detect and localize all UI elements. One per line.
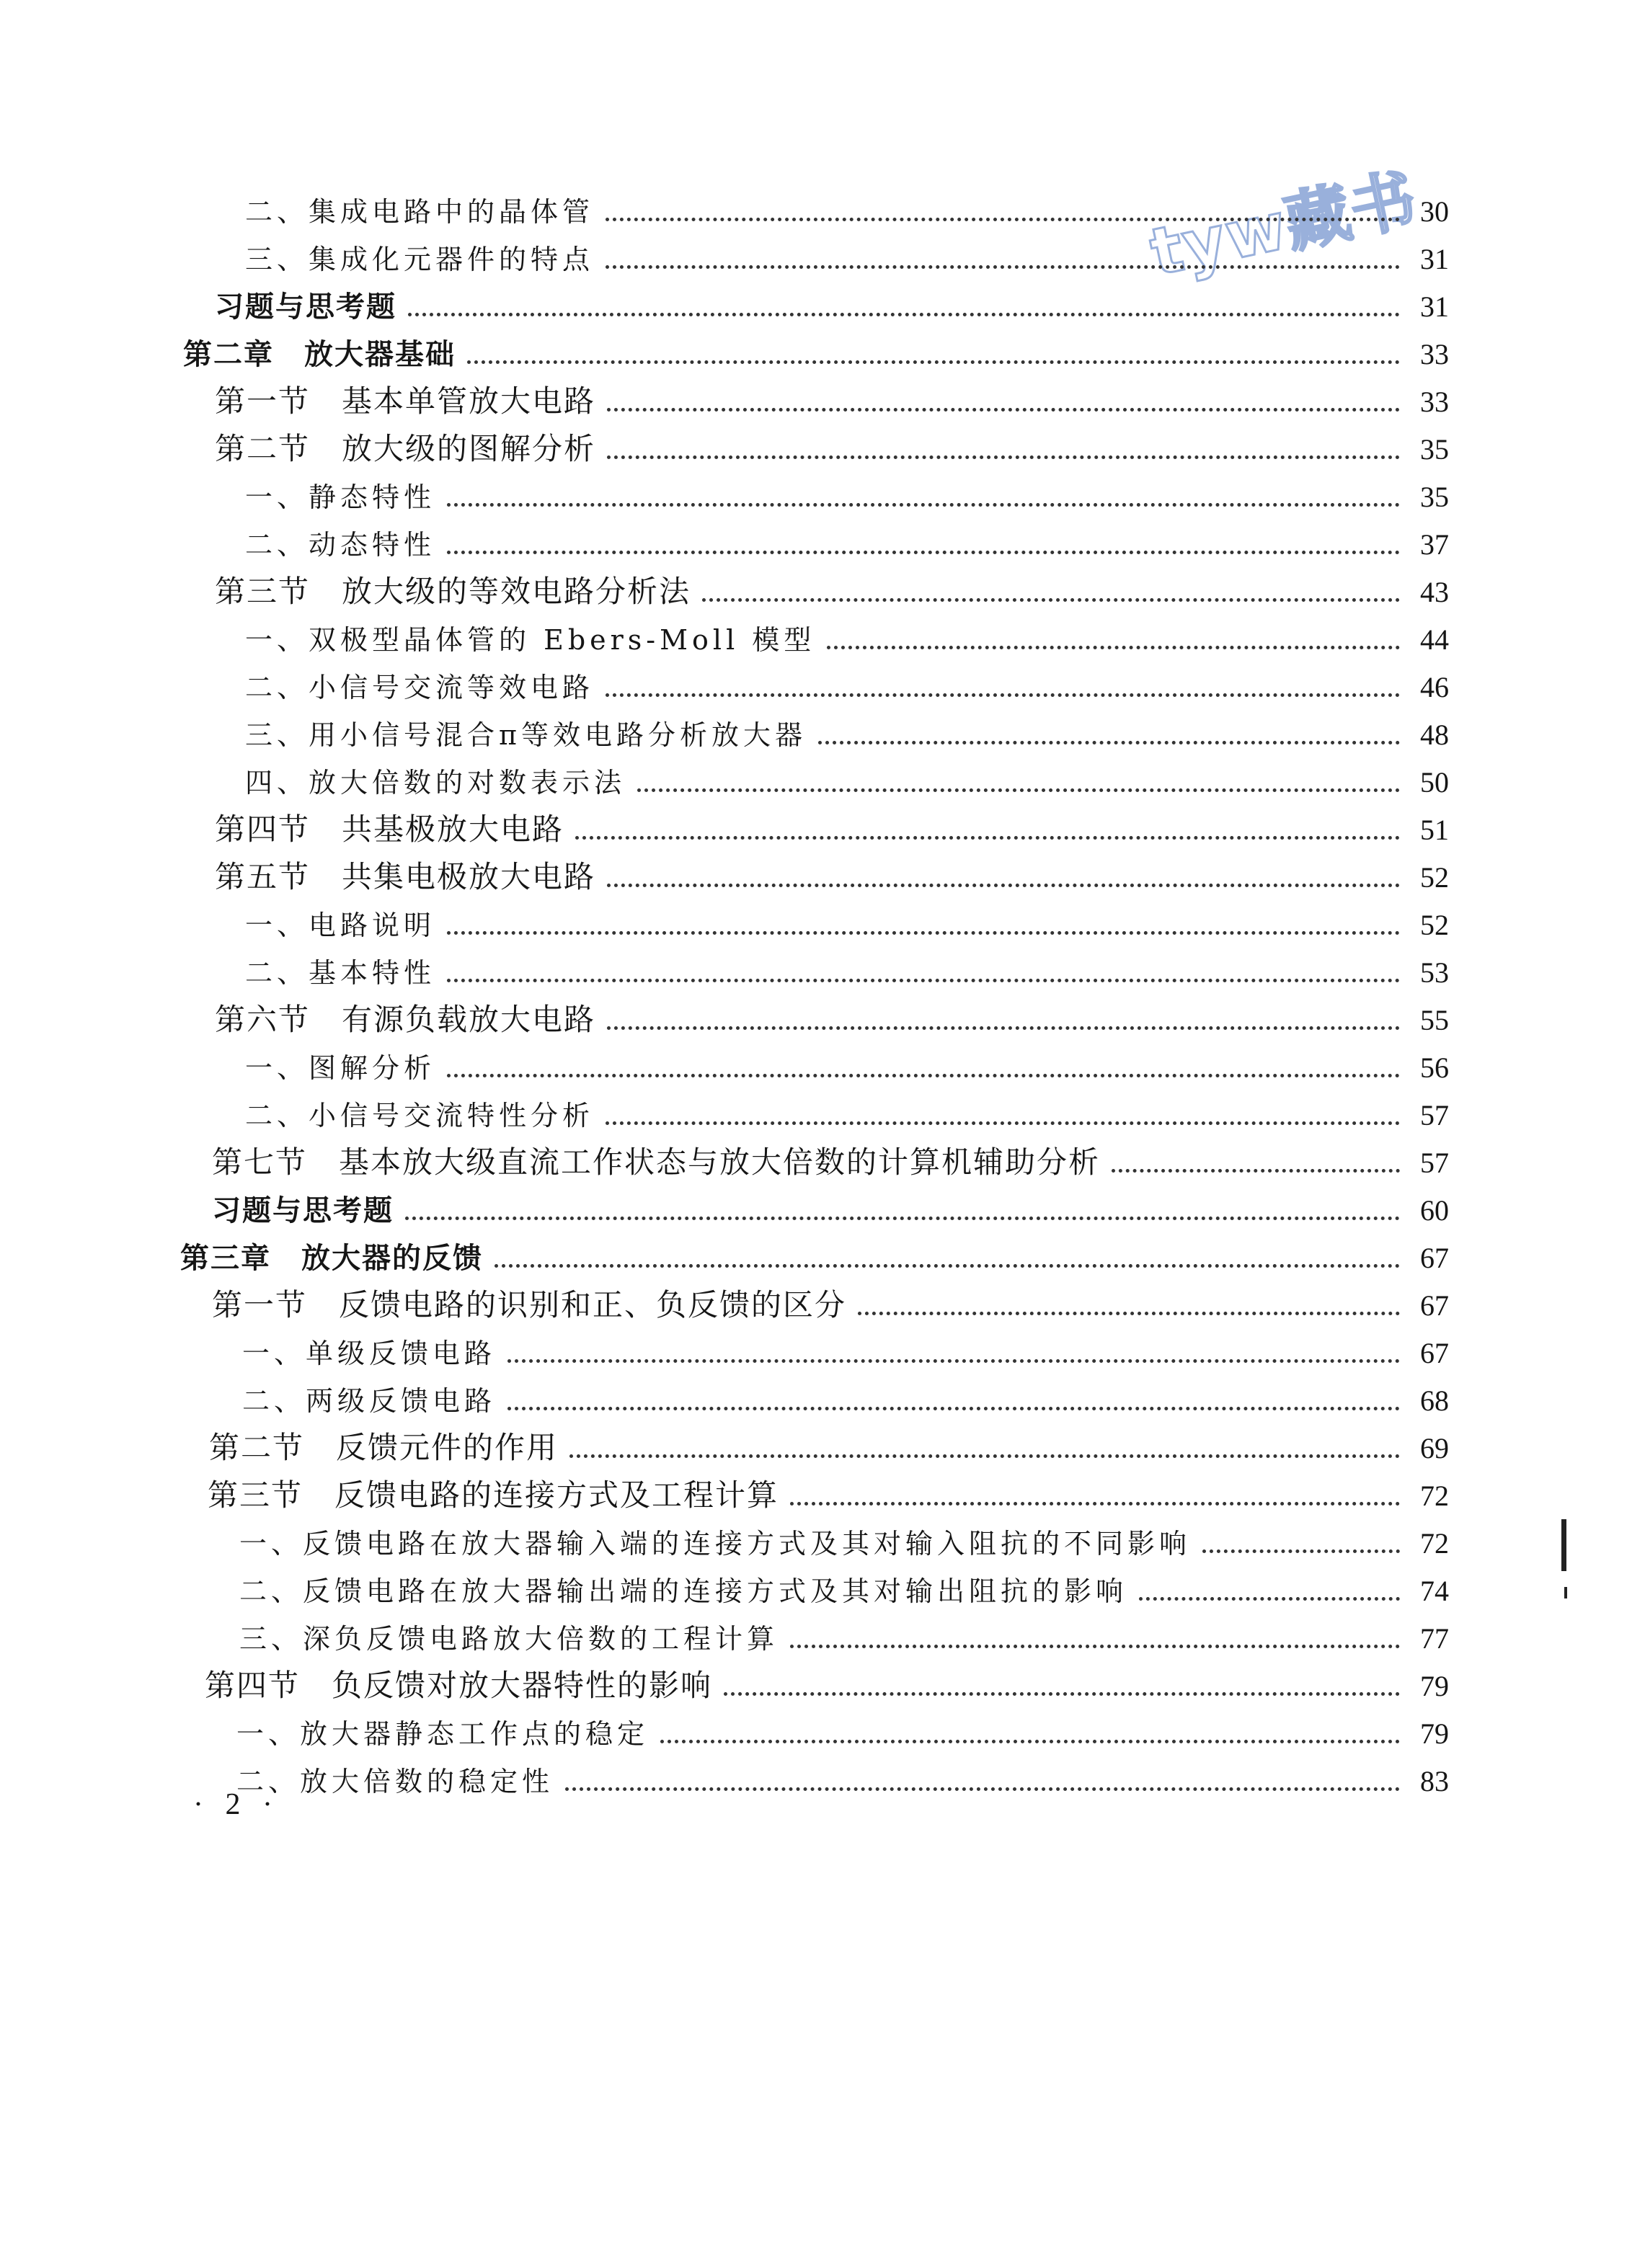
toc-entry-title: 一、电路说明	[245, 910, 436, 942]
dot-leader	[660, 1740, 1400, 1743]
toc-entry	[215, 804, 1449, 848]
toc-entry	[245, 614, 1449, 657]
toc-entry	[239, 1565, 1449, 1609]
toc-entry	[215, 995, 1449, 1038]
toc-entry-page: 35	[1420, 481, 1449, 513]
dot-leader	[637, 788, 1400, 792]
toc-entry-page: 31	[1420, 290, 1449, 323]
toc-entry-page: 56	[1420, 1051, 1449, 1084]
toc-entry-title: 第四节 共基极放大电路	[215, 811, 564, 847]
dot-leader	[1112, 1169, 1400, 1173]
dot-leader	[575, 836, 1400, 840]
toc-entry-page: 83	[1420, 1765, 1449, 1797]
toc-entry-page: 72	[1420, 1480, 1449, 1512]
toc-entry-page: 31	[1420, 243, 1449, 275]
dot-leader	[606, 265, 1400, 269]
toc-entry-page: 48	[1420, 719, 1449, 751]
toc-entry-title: 二、小信号交流等效电路	[245, 672, 595, 704]
toc-entry-page: 55	[1420, 1004, 1449, 1036]
dot-leader	[827, 646, 1400, 649]
toc-entry-page: 44	[1420, 623, 1449, 656]
dot-leader	[569, 1454, 1400, 1458]
toc-entry-title: 第五节 共集电极放大电路	[215, 858, 596, 894]
toc-entry-title: 第四节 负反馈对放大器特性的影响	[205, 1667, 713, 1703]
toc-entry-page: 79	[1420, 1670, 1449, 1702]
toc-entry	[245, 947, 1449, 990]
toc-entry	[242, 1328, 1449, 1371]
toc-entry-page: 30	[1420, 195, 1449, 228]
toc-entry-title: 第六节 有源负载放大电路	[215, 1001, 596, 1037]
toc-entry	[245, 709, 1449, 752]
toc-entry-page: 43	[1420, 576, 1449, 608]
toc-entry-title: 二、动态特性	[245, 529, 436, 561]
toc-entry-page: 67	[1420, 1242, 1449, 1274]
page-number: · 2 ·	[193, 1788, 280, 1821]
toc-entry-title: 一、静态特性	[245, 481, 436, 514]
toc-entry-title: 一、单级反馈电路	[242, 1338, 497, 1370]
toc-entry-title: 三、集成化元器件的特点	[245, 244, 595, 276]
dot-leader	[447, 979, 1400, 982]
toc-entry-title: 第二节 放大级的图解分析	[215, 430, 596, 466]
dot-leader	[724, 1692, 1400, 1696]
toc-entry	[245, 1090, 1449, 1133]
dot-leader	[607, 455, 1400, 459]
toc-entry	[215, 852, 1449, 895]
toc-entry-page: 46	[1420, 671, 1449, 703]
toc-entry-page: 77	[1420, 1622, 1449, 1655]
toc-entry	[208, 1470, 1449, 1513]
toc-entry-title: 习题与思考题	[215, 290, 396, 324]
dot-leader	[408, 313, 1400, 316]
toc-entry-title: 一、图解分析	[245, 1052, 436, 1085]
toc-entry	[245, 1042, 1449, 1085]
toc-entry-title: 一、放大器静态工作点的稳定	[236, 1718, 649, 1751]
toc-entry	[212, 1137, 1449, 1180]
toc-entry	[180, 1232, 1449, 1276]
dot-leader	[447, 503, 1400, 507]
toc-entry-title: 第三节 反馈电路的连接方式及工程计算	[208, 1477, 779, 1513]
toc-entry	[245, 186, 1449, 229]
toc-entry	[215, 566, 1449, 610]
dot-leader	[606, 693, 1400, 697]
toc-entry-title: 习题与思考题	[212, 1194, 394, 1227]
toc-entry-page: 69	[1420, 1432, 1449, 1464]
toc-entry-title: 三、用小信号混合π等效电路分析放大器	[245, 719, 807, 752]
toc-entry-page: 35	[1420, 433, 1449, 466]
toc-entry	[245, 757, 1449, 800]
toc-entry-title: 第一节 基本单管放大电路	[215, 383, 596, 419]
toc-entry-page: 52	[1420, 909, 1449, 941]
toc-entry-title: 第七节 基本放大级直流工作状态与放大倍数的计算机辅助分析	[212, 1144, 1101, 1180]
toc-entry-title: 三、深负反馈电路放大倍数的工程计算	[239, 1623, 779, 1655]
watermark-stamp: tyw藏书	[1143, 160, 1424, 291]
dot-leader	[507, 1407, 1400, 1410]
toc-entry-title: 第三章 放大器的反馈	[180, 1242, 483, 1275]
dot-leader	[607, 1026, 1400, 1030]
toc-entry-title: 二、放大倍数的稳定性	[236, 1766, 554, 1798]
toc-entry-page: 37	[1420, 528, 1449, 561]
toc-entry	[245, 662, 1449, 705]
scan-artifact	[1564, 1587, 1567, 1598]
dot-leader	[606, 218, 1400, 221]
dot-leader	[606, 1121, 1400, 1125]
toc-entry-title: 二、反馈电路在放大器输出端的连接方式及其对输出阻抗的影响	[239, 1575, 1128, 1608]
toc-entry-page: 53	[1420, 956, 1449, 989]
toc-entry-page: 50	[1420, 766, 1449, 799]
dot-leader	[790, 1645, 1400, 1648]
toc-entry-page: 51	[1420, 814, 1449, 846]
toc-entry-page: 68	[1420, 1384, 1449, 1417]
toc-entry-title: 二、两级反馈电路	[242, 1385, 497, 1418]
toc-entry-title: 一、反馈电路在放大器输入端的连接方式及其对输入阻抗的不同影响	[239, 1528, 1192, 1560]
dot-leader	[447, 1074, 1400, 1077]
toc-entry-page: 57	[1420, 1099, 1449, 1131]
toc-entry	[245, 899, 1449, 943]
toc-entry-title: 第二节 反馈元件的作用	[209, 1429, 559, 1465]
toc-entry	[236, 1708, 1449, 1751]
toc-entry	[242, 1375, 1449, 1418]
toc-entry-title: 第二章 放大器基础	[183, 338, 456, 371]
toc-entry-page: 33	[1420, 386, 1449, 418]
toc-entry	[212, 1185, 1449, 1228]
toc-entry	[205, 1660, 1449, 1704]
toc-entry	[239, 1518, 1449, 1561]
toc-entry-page: 74	[1420, 1575, 1449, 1607]
toc-entry-page: 79	[1420, 1717, 1449, 1750]
dot-leader	[1139, 1597, 1400, 1601]
toc-entry-title: 二、集成电路中的晶体管	[245, 196, 595, 228]
toc-entry-page: 72	[1420, 1527, 1449, 1560]
toc-entry-page: 57	[1420, 1147, 1449, 1179]
toc-entry-page: 67	[1420, 1337, 1449, 1369]
toc-entry	[245, 471, 1449, 515]
toc-entry	[215, 281, 1449, 324]
dot-leader	[607, 884, 1400, 887]
dot-leader	[447, 551, 1400, 554]
toc-entry	[215, 424, 1449, 467]
toc-entry-title: 四、放大倍数的对数表示法	[245, 767, 626, 799]
toc-entry-title: 第三节 放大级的等效电路分析法	[215, 573, 691, 609]
toc-entry	[183, 329, 1449, 372]
toc-entry	[215, 376, 1449, 419]
toc-entry	[236, 1756, 1449, 1799]
dot-leader	[702, 598, 1400, 602]
toc-entry	[245, 234, 1449, 277]
dot-leader	[1202, 1549, 1400, 1553]
dot-leader	[447, 931, 1400, 935]
toc-entry-page: 33	[1420, 338, 1449, 370]
toc-entry	[212, 1280, 1449, 1323]
toc-entry-page: 52	[1420, 861, 1449, 894]
dot-leader	[607, 408, 1400, 412]
dot-leader	[790, 1502, 1400, 1506]
dot-leader	[467, 360, 1400, 364]
dot-leader	[858, 1312, 1400, 1315]
dot-leader	[565, 1787, 1400, 1791]
toc-entry	[239, 1613, 1449, 1656]
dot-leader	[405, 1217, 1400, 1220]
toc-entry-title: 第一节 反馈电路的识别和正、负反馈的区分	[212, 1286, 847, 1322]
dot-leader	[818, 741, 1400, 744]
scan-artifact	[1561, 1519, 1566, 1571]
toc-entry	[245, 519, 1449, 562]
toc-entry-title: 二、小信号交流特性分析	[245, 1100, 595, 1132]
toc-entry-title: 二、基本特性	[245, 957, 436, 990]
dot-leader	[507, 1359, 1400, 1363]
toc-entry-page: 67	[1420, 1289, 1449, 1322]
dot-leader	[495, 1264, 1400, 1268]
toc-entry	[209, 1423, 1449, 1466]
toc-entry-page: 60	[1420, 1194, 1449, 1227]
toc-entry-title: 一、双极型晶体管的 Ebers-Moll 模型	[245, 624, 816, 657]
